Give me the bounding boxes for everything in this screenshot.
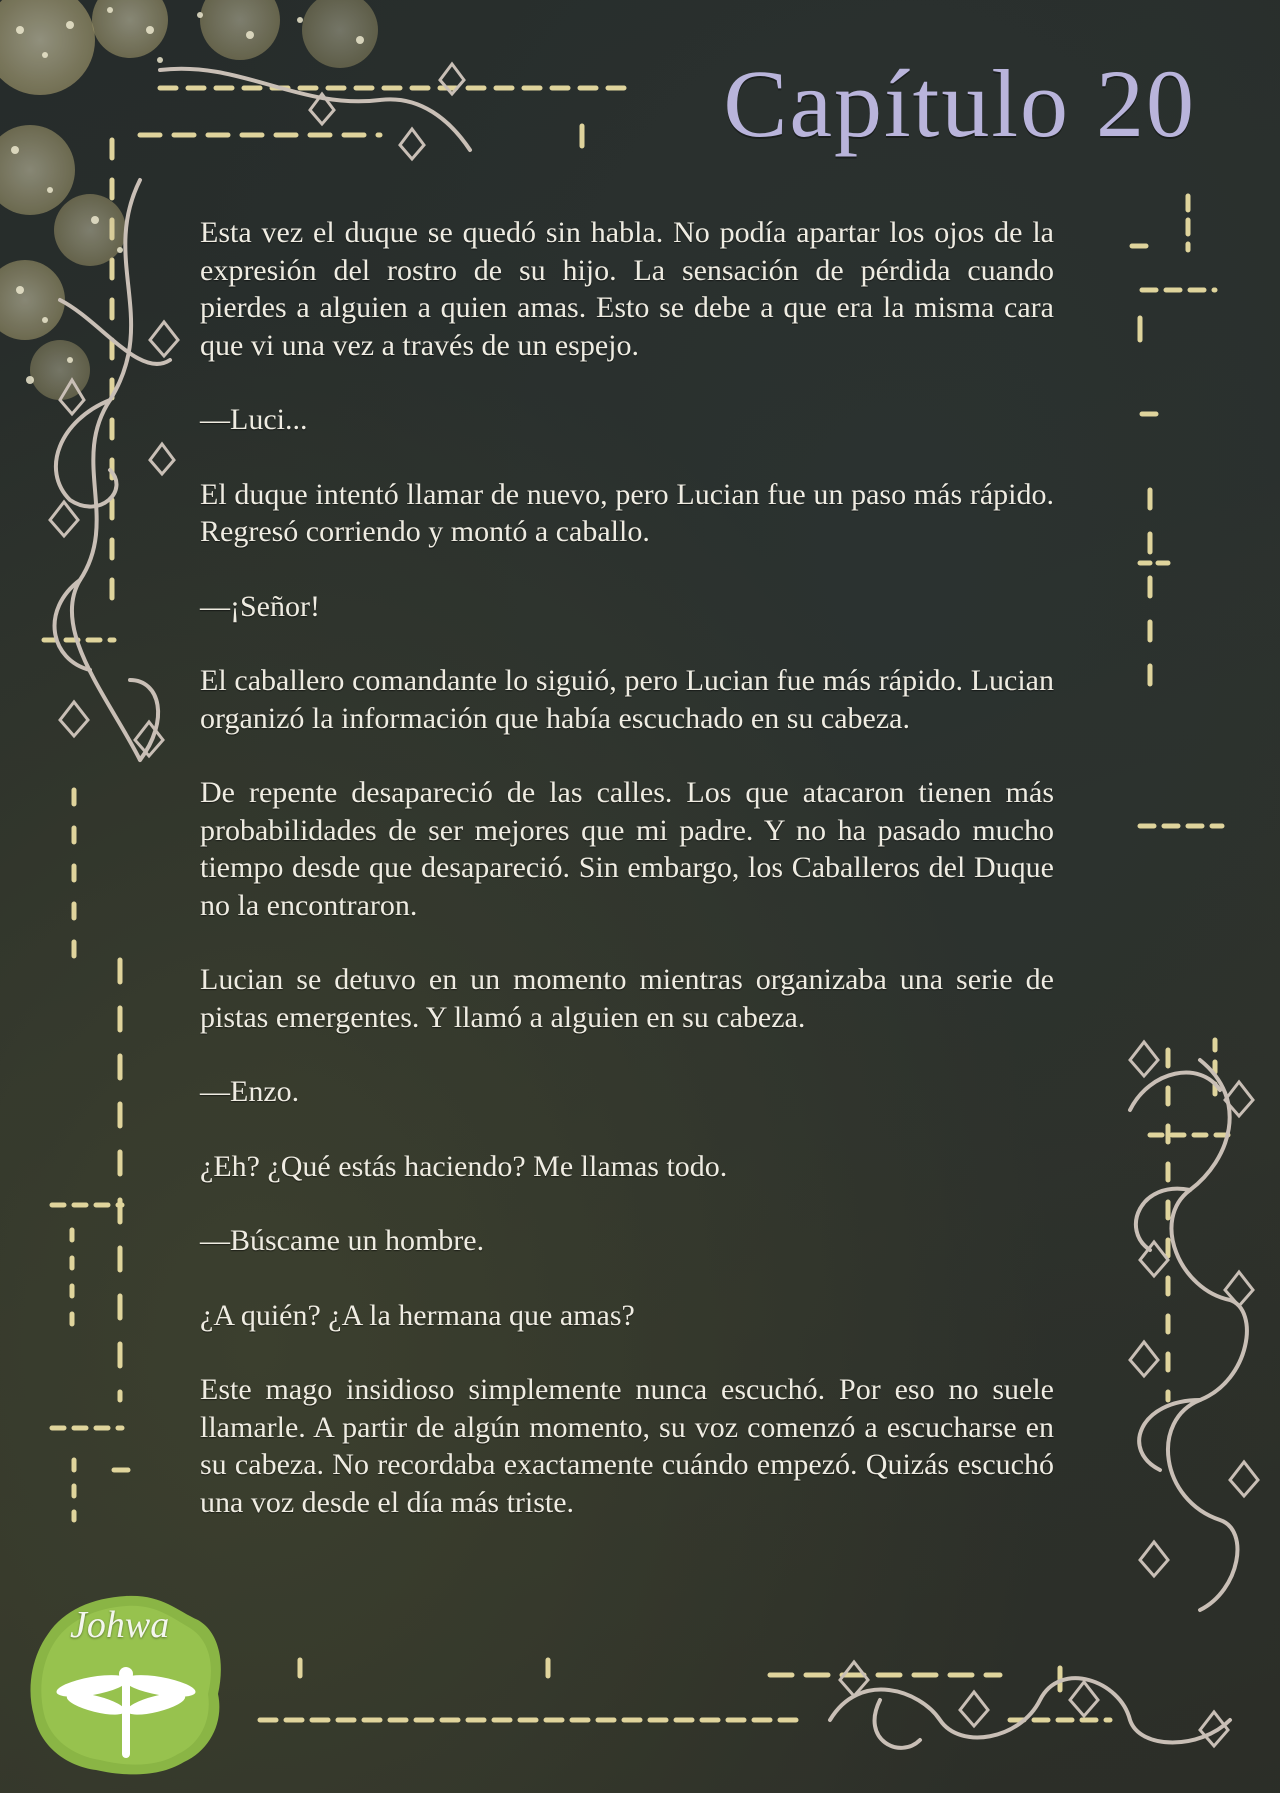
paragraph: ¿Eh? ¿Qué estás haciendo? Me llamas todo. bbox=[200, 1149, 728, 1183]
paragraph: —Enzo. bbox=[200, 1075, 300, 1108]
watermark-text: Johwa bbox=[70, 1604, 170, 1646]
paragraph: —Luci... bbox=[200, 403, 308, 436]
paragraph: De repente desapareció de las calles. Los que atacaron tienen más probabilidades de ser mejores que mi padre. Y no ha pasado mucho tiempo desde que desapareció. Sin embargo, los Caballeros del Duque no la encontraron. bbox=[200, 776, 1054, 922]
paragraph: Lucian se detuvo en un momento mientras organizaba una serie de pistas emergentes. Y llamó a alguien en su cabeza. bbox=[200, 963, 1054, 1034]
paragraph: El duque intentó llamar de nuevo, pero Lucian fue un paso más rápido. Regresó corriendo y montó a caballo. bbox=[200, 477, 1054, 548]
chapter-body bbox=[200, 214, 1054, 1521]
paragraph: Esta vez el duque se quedó sin habla. No podía apartar los ojos de la expresión del rostro de su hijo. La sensación de pérdida cuando pierdes a alguien a quien amas. Esto se debe a que era la misma cara que vi una vez a través de un espejo. bbox=[200, 216, 1054, 362]
paragraph: —Búscame un hombre. bbox=[200, 1224, 485, 1257]
vine-right bbox=[1130, 1060, 1247, 1610]
paragraph: El caballero comandante lo siguió, pero Lucian fue más rápido. Lucian organizó la información que había escuchado en su cabeza. bbox=[200, 664, 1054, 735]
ivy-leaves-bottom bbox=[840, 1662, 1228, 1746]
ivy-leaves-right bbox=[1130, 1042, 1258, 1576]
paragraph: Este mago insidioso simplemente nunca escuchó. Por eso no suele llamarle. A partir de algún momento, su voz comenzó a escucharse en su cabeza. No recordaba exactamente cuándo empezó. Quizás escuchó una voz desde el día más triste. bbox=[200, 1373, 1054, 1519]
vine-bottom bbox=[830, 1678, 1230, 1748]
chapter-title-text: Capítulo 20 bbox=[723, 50, 1196, 157]
paragraph: —¡Señor! bbox=[200, 589, 320, 623]
chapter-title bbox=[723, 48, 1196, 159]
paragraph: ¿A quién? ¿A la hermana que amas? bbox=[200, 1298, 635, 1332]
